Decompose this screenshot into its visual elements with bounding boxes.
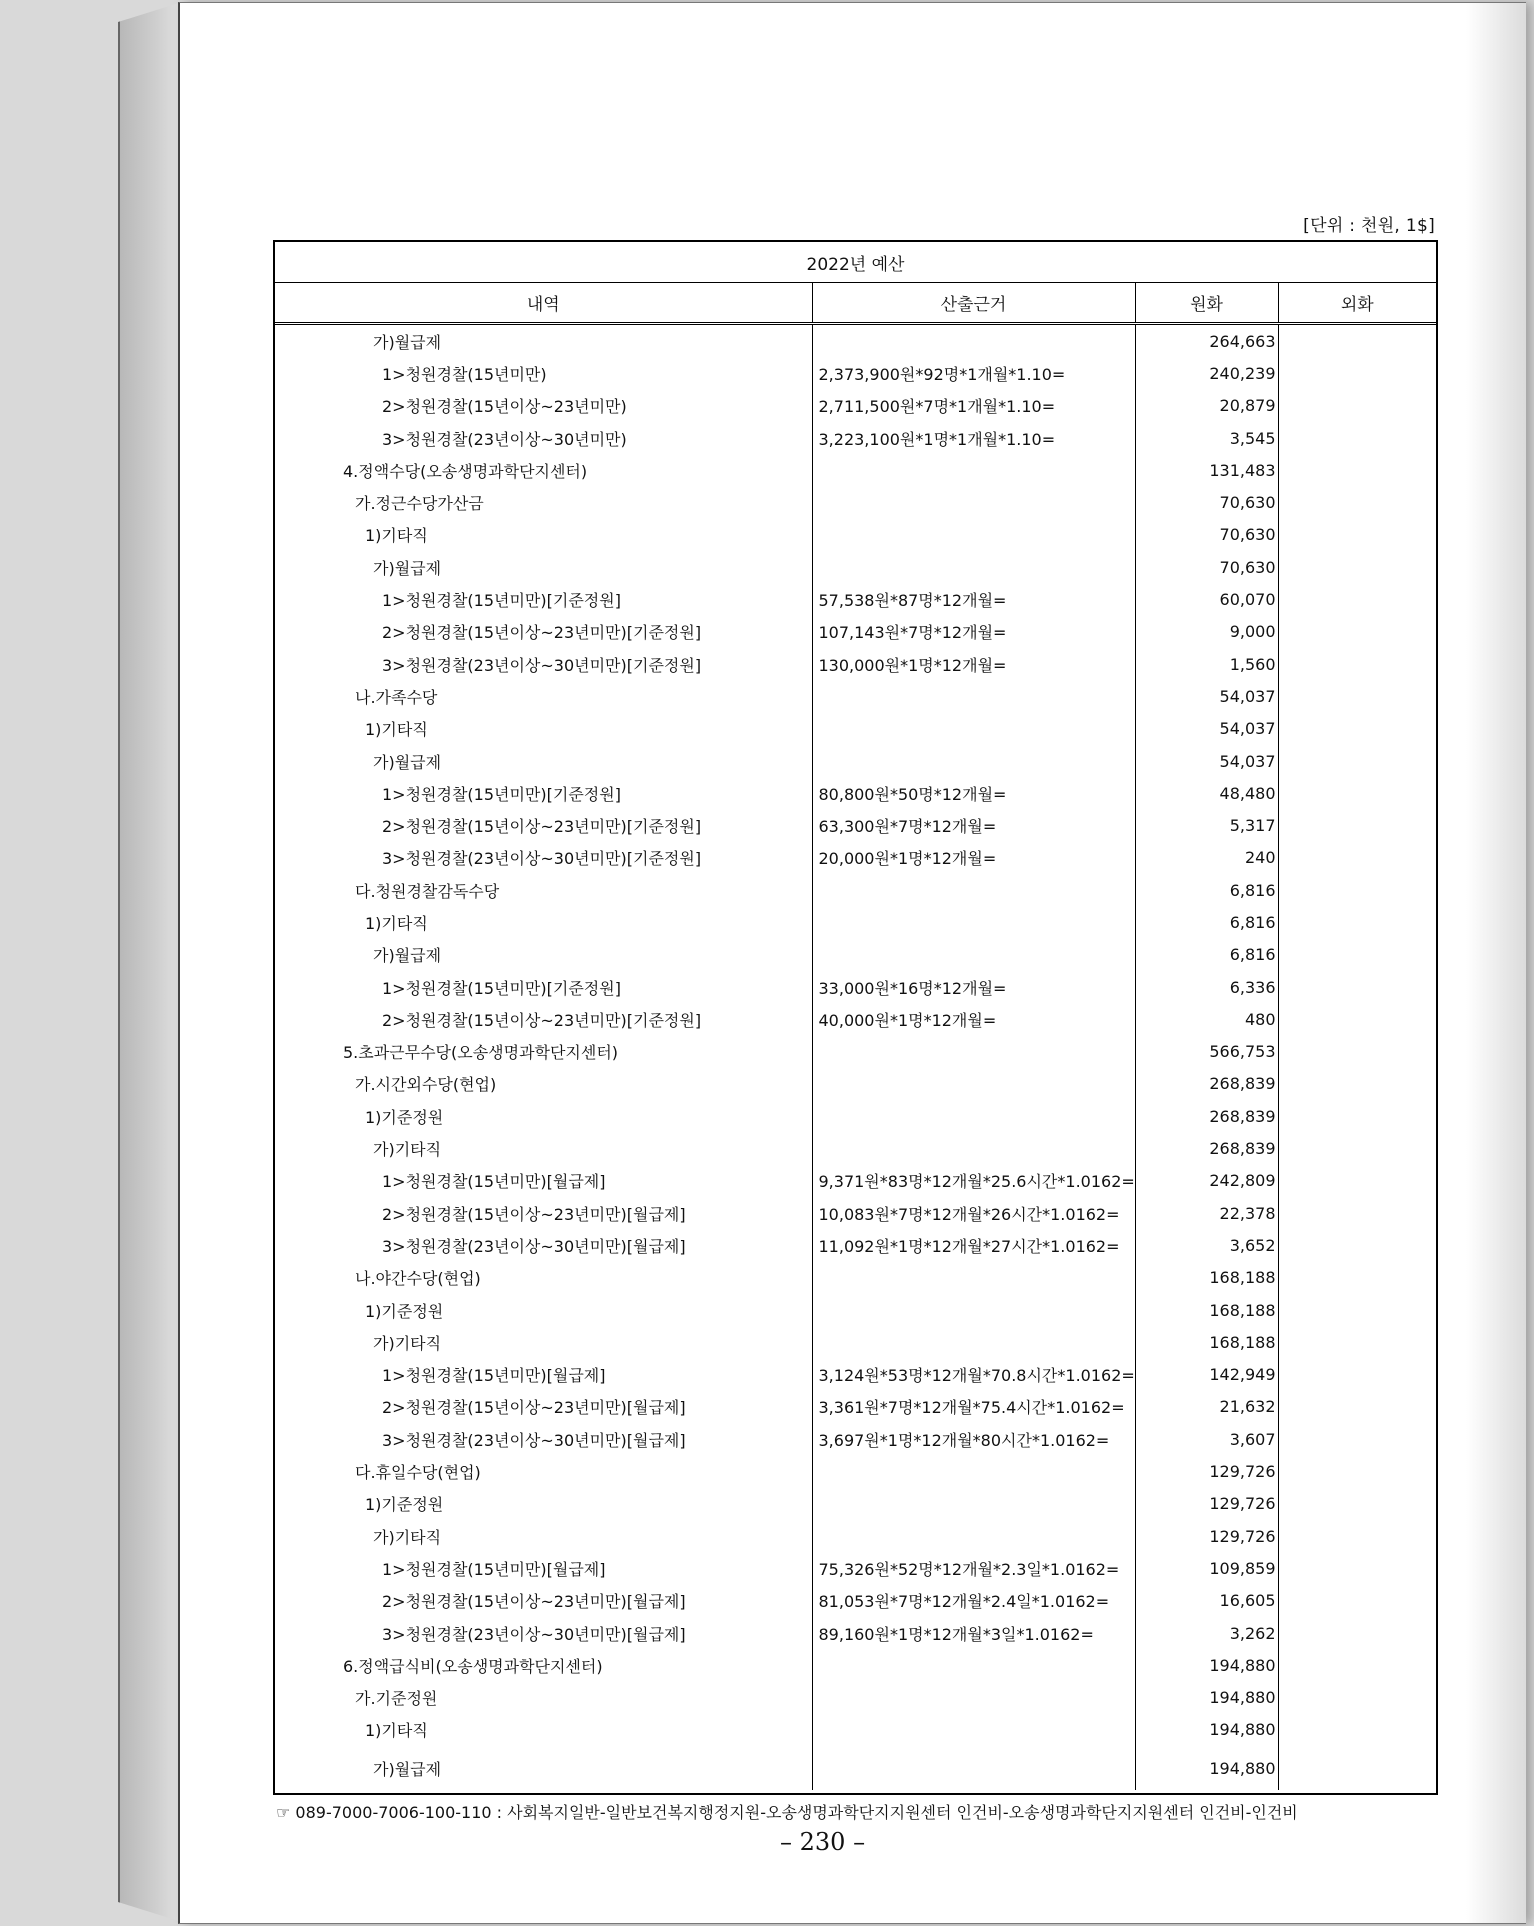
table-row (275, 1520, 1436, 1552)
row-krw-amount: 168,188 (1135, 1262, 1278, 1294)
row-description: 가)월급제 (373, 332, 442, 352)
row-krw-amount: 268,839 (1135, 1068, 1278, 1100)
row-krw-amount: 129,726 (1135, 1520, 1278, 1552)
row-foreign-amount (1278, 1714, 1436, 1746)
row-basis (812, 874, 1135, 906)
row-krw-amount: 3,652 (1135, 1229, 1278, 1261)
row-krw-amount: 142,949 (1135, 1359, 1278, 1391)
row-krw-amount: 480 (1135, 1003, 1278, 1035)
row-basis (812, 939, 1135, 971)
table-row (275, 1585, 1436, 1617)
row-description: 1>청원경찰(15년미만)[기준정원] (382, 978, 621, 998)
row-basis (812, 324, 1135, 358)
table-row (275, 551, 1436, 583)
row-foreign-amount (1278, 1552, 1436, 1584)
table-row (275, 1455, 1436, 1487)
row-foreign-amount (1278, 551, 1436, 583)
table-row (275, 1229, 1436, 1261)
table-row (275, 842, 1436, 874)
row-krw-amount: 240 (1135, 842, 1278, 874)
table-row (275, 1359, 1436, 1391)
row-basis (812, 1132, 1135, 1164)
row-krw-amount: 22,378 (1135, 1197, 1278, 1229)
table-row (275, 1391, 1436, 1423)
row-description: 5.초과근무수당(오송생명과학단지센터) (343, 1043, 619, 1063)
row-description: 1)기준정원 (365, 1495, 444, 1515)
table-row (275, 486, 1436, 518)
row-krw-amount: 264,663 (1135, 324, 1278, 358)
row-description: 나.야간수당(현업) (355, 1269, 481, 1289)
row-basis: 3,697원*1명*12개월*80시간*1.0162= (812, 1423, 1135, 1455)
row-krw-amount: 9,000 (1135, 616, 1278, 648)
row-foreign-amount (1278, 939, 1436, 971)
row-description: 1)기타직 (365, 1721, 428, 1741)
page-edge-shading (1466, 3, 1526, 1923)
table-row (275, 648, 1436, 680)
table-row (275, 519, 1436, 551)
row-description: 1>청원경찰(15년미만)[월급제] (382, 1172, 606, 1192)
row-description: 1)기타직 (365, 720, 428, 740)
row-basis (812, 1649, 1135, 1681)
table-row (275, 1681, 1436, 1713)
row-description: 가)월급제 (373, 946, 442, 966)
row-foreign-amount (1278, 1197, 1436, 1229)
table-row (275, 324, 1436, 358)
row-basis: 2,711,500원*7명*1개월*1.10= (812, 390, 1135, 422)
row-description: 1>청원경찰(15년미만)[기준정원] (382, 591, 621, 611)
row-foreign-amount (1278, 713, 1436, 745)
table-row (275, 745, 1436, 777)
row-krw-amount: 70,630 (1135, 551, 1278, 583)
row-foreign-amount (1278, 486, 1436, 518)
row-foreign-amount (1278, 1391, 1436, 1423)
row-foreign-amount (1278, 1068, 1436, 1100)
row-krw-amount: 194,880 (1135, 1746, 1278, 1790)
row-foreign-amount (1278, 971, 1436, 1003)
row-description: 4.정액수당(오송생명과학단지센터) (343, 461, 588, 481)
table-row (275, 939, 1436, 971)
column-header-krw: 원화 (1135, 283, 1278, 324)
row-krw-amount: 3,607 (1135, 1423, 1278, 1455)
table-row (275, 1100, 1436, 1132)
row-krw-amount: 3,545 (1135, 422, 1278, 454)
row-basis (812, 486, 1135, 518)
row-basis: 81,053원*7명*12개월*2.4일*1.0162= (812, 1585, 1135, 1617)
row-basis: 9,371원*83명*12개월*25.6시간*1.0162= (812, 1165, 1135, 1197)
row-basis (812, 551, 1135, 583)
row-foreign-amount (1278, 1585, 1436, 1617)
row-foreign-amount (1278, 809, 1436, 841)
row-basis: 3,361원*7명*12개월*75.4시간*1.0162= (812, 1391, 1135, 1423)
row-foreign-amount (1278, 422, 1436, 454)
row-krw-amount: 6,816 (1135, 939, 1278, 971)
row-basis: 57,538원*87명*12개월= (812, 583, 1135, 615)
row-basis: 75,326원*52명*12개월*2.3일*1.0162= (812, 1552, 1135, 1584)
table-row (275, 971, 1436, 1003)
row-krw-amount: 194,880 (1135, 1714, 1278, 1746)
table-row (275, 1294, 1436, 1326)
row-basis (812, 1262, 1135, 1294)
table-row (275, 422, 1436, 454)
row-krw-amount: 5,317 (1135, 809, 1278, 841)
row-description: 가)기타직 (373, 1527, 442, 1547)
row-description: 2>청원경찰(15년이상~23년미만)[기준정원] (382, 817, 702, 837)
table-row (275, 1714, 1436, 1746)
table-row (275, 1165, 1436, 1197)
row-description: 2>청원경찰(15년이상~23년미만)[월급제] (382, 1204, 686, 1224)
row-basis (812, 713, 1135, 745)
row-description: 1)기준정원 (365, 1107, 444, 1127)
row-krw-amount: 20,879 (1135, 390, 1278, 422)
row-description: 가.시간외수당(현업) (355, 1075, 497, 1095)
row-krw-amount: 16,605 (1135, 1585, 1278, 1617)
table-row (275, 1262, 1436, 1294)
table-row (275, 1617, 1436, 1649)
row-foreign-amount (1278, 324, 1436, 358)
row-krw-amount: 268,839 (1135, 1132, 1278, 1164)
row-krw-amount: 129,726 (1135, 1455, 1278, 1487)
row-krw-amount: 21,632 (1135, 1391, 1278, 1423)
row-krw-amount: 3,262 (1135, 1617, 1278, 1649)
row-foreign-amount (1278, 1326, 1436, 1358)
row-krw-amount: 242,809 (1135, 1165, 1278, 1197)
row-krw-amount: 70,630 (1135, 486, 1278, 518)
table-row (275, 1068, 1436, 1100)
table-row (275, 616, 1436, 648)
row-description: 2>청원경찰(15년이상~23년미만)[기준정원] (382, 623, 702, 643)
row-basis (812, 680, 1135, 712)
table-row (275, 809, 1436, 841)
row-foreign-amount (1278, 1229, 1436, 1261)
row-description: 1>청원경찰(15년미만)[월급제] (382, 1366, 606, 1386)
row-description: 2>청원경찰(15년이상~23년미만)[월급제] (382, 1398, 686, 1418)
row-basis (812, 519, 1135, 551)
row-foreign-amount (1278, 1294, 1436, 1326)
row-foreign-amount (1278, 1003, 1436, 1035)
row-foreign-amount (1278, 1100, 1436, 1132)
row-description: 가)기타직 (373, 1140, 442, 1160)
row-basis: 40,000원*1명*12개월= (812, 1003, 1135, 1035)
row-foreign-amount (1278, 1262, 1436, 1294)
row-basis (812, 1036, 1135, 1068)
row-krw-amount: 48,480 (1135, 777, 1278, 809)
row-foreign-amount (1278, 745, 1436, 777)
row-foreign-amount (1278, 680, 1436, 712)
row-foreign-amount (1278, 1746, 1436, 1790)
row-krw-amount: 566,753 (1135, 1036, 1278, 1068)
table-row (275, 1552, 1436, 1584)
row-foreign-amount (1278, 1649, 1436, 1681)
row-basis: 80,800원*50명*12개월= (812, 777, 1135, 809)
row-foreign-amount (1278, 1681, 1436, 1713)
row-foreign-amount (1278, 519, 1436, 551)
table-row (275, 777, 1436, 809)
row-foreign-amount (1278, 1359, 1436, 1391)
row-foreign-amount (1278, 390, 1436, 422)
row-basis: 89,160원*1명*12개월*3일*1.0162= (812, 1617, 1135, 1649)
row-description: 가)기타직 (373, 1333, 442, 1353)
table-body (275, 324, 1436, 1791)
row-foreign-amount (1278, 1455, 1436, 1487)
row-krw-amount: 54,037 (1135, 680, 1278, 712)
table-row (275, 1649, 1436, 1681)
row-krw-amount: 168,188 (1135, 1326, 1278, 1358)
row-basis: 20,000원*1명*12개월= (812, 842, 1135, 874)
row-description: 가.정근수당가산금 (355, 494, 484, 514)
row-foreign-amount (1278, 874, 1436, 906)
row-basis (812, 1488, 1135, 1520)
table-row (275, 1197, 1436, 1229)
row-krw-amount: 109,859 (1135, 1552, 1278, 1584)
row-foreign-amount (1278, 906, 1436, 938)
budget-table-frame (273, 240, 1438, 1795)
table-row (275, 357, 1436, 389)
row-basis (812, 1520, 1135, 1552)
table-row (275, 713, 1436, 745)
table-row (275, 583, 1436, 615)
row-foreign-amount (1278, 1488, 1436, 1520)
row-krw-amount: 129,726 (1135, 1488, 1278, 1520)
row-basis (812, 1714, 1135, 1746)
row-description: 3>청원경찰(23년이상~30년미만)[기준정원] (382, 655, 702, 675)
row-description: 나.가족수당 (355, 687, 438, 707)
row-krw-amount: 70,630 (1135, 519, 1278, 551)
row-description: 3>청원경찰(23년이상~30년미만)[월급제] (382, 1430, 686, 1450)
row-description: 가)월급제 (373, 1759, 442, 1779)
table-row (275, 874, 1436, 906)
row-foreign-amount (1278, 777, 1436, 809)
row-krw-amount: 194,880 (1135, 1681, 1278, 1713)
row-description: 3>청원경찰(23년이상~30년미만)[월급제] (382, 1624, 686, 1644)
row-description: 1>청원경찰(15년미만) (382, 364, 547, 384)
row-description: 다.휴일수당(현업) (355, 1463, 481, 1483)
row-foreign-amount (1278, 1520, 1436, 1552)
row-description: 1)기타직 (365, 913, 428, 933)
row-description: 2>청원경찰(15년이상~23년미만)[기준정원] (382, 1010, 702, 1030)
table-top-header: 2022년 예산 (275, 242, 1436, 283)
row-basis: 10,083원*7명*12개월*26시간*1.0162= (812, 1197, 1135, 1229)
row-description: 가)월급제 (373, 558, 442, 578)
row-basis: 130,000원*1명*12개월= (812, 648, 1135, 680)
row-basis: 3,223,100원*1명*1개월*1.10= (812, 422, 1135, 454)
row-description: 3>청원경찰(23년이상~30년미만)[월급제] (382, 1236, 686, 1256)
row-foreign-amount (1278, 1423, 1436, 1455)
unit-label: [단위 : 천원, 1$] (1303, 216, 1435, 236)
row-basis (812, 745, 1135, 777)
row-foreign-amount (1278, 357, 1436, 389)
row-description: 1>청원경찰(15년미만)[월급제] (382, 1559, 606, 1579)
row-krw-amount: 6,816 (1135, 874, 1278, 906)
table-row (275, 906, 1436, 938)
row-basis (812, 1068, 1135, 1100)
row-foreign-amount (1278, 1132, 1436, 1164)
row-basis (812, 1455, 1135, 1487)
row-foreign-amount (1278, 648, 1436, 680)
row-krw-amount: 1,560 (1135, 648, 1278, 680)
row-description: 1)기준정원 (365, 1301, 444, 1321)
row-description: 1>청원경찰(15년미만)[기준정원] (382, 784, 621, 804)
table-row (275, 1003, 1436, 1035)
row-foreign-amount (1278, 1165, 1436, 1197)
row-basis (812, 906, 1135, 938)
row-krw-amount: 6,336 (1135, 971, 1278, 1003)
row-basis (812, 1100, 1135, 1132)
row-krw-amount: 54,037 (1135, 745, 1278, 777)
table-row (275, 1036, 1436, 1068)
row-foreign-amount (1278, 842, 1436, 874)
row-basis: 3,124원*53명*12개월*70.8시간*1.0162= (812, 1359, 1135, 1391)
row-krw-amount: 268,839 (1135, 1100, 1278, 1132)
table-row (275, 1132, 1436, 1164)
row-foreign-amount (1278, 616, 1436, 648)
row-basis (812, 1294, 1135, 1326)
row-krw-amount: 131,483 (1135, 454, 1278, 486)
column-header-foreign: 외화 (1278, 283, 1436, 324)
row-krw-amount: 240,239 (1135, 357, 1278, 389)
row-description: 3>청원경찰(23년이상~30년미만)[기준정원] (382, 849, 702, 869)
table-row (275, 1423, 1436, 1455)
column-header-description: 내역 (275, 283, 812, 324)
row-krw-amount: 60,070 (1135, 583, 1278, 615)
row-description: 가)월급제 (373, 752, 442, 772)
table-row (275, 1746, 1436, 1790)
row-foreign-amount (1278, 583, 1436, 615)
row-description: 2>청원경찰(15년이상~23년미만) (382, 397, 627, 417)
row-basis (812, 1681, 1135, 1713)
table-row (275, 1326, 1436, 1358)
row-krw-amount: 54,037 (1135, 713, 1278, 745)
table-row (275, 1488, 1436, 1520)
book-spine-edge (118, 2, 182, 1922)
row-description: 1)기타직 (365, 526, 428, 546)
row-basis (812, 1326, 1135, 1358)
column-header-basis: 산출근거 (812, 283, 1135, 324)
row-basis: 107,143원*7명*12개월= (812, 616, 1135, 648)
table-row (275, 454, 1436, 486)
row-krw-amount: 194,880 (1135, 1649, 1278, 1681)
row-foreign-amount (1278, 1036, 1436, 1068)
row-basis: 63,300원*7명*12개월= (812, 809, 1135, 841)
row-description: 6.정액급식비(오송생명과학단지센터) (343, 1656, 603, 1676)
page-number: – 230 – (780, 1828, 866, 1856)
account-footnote: ☞ 089-7000-7006-100-110 : 사회복지일반-일반보건복지행정지원-오송생명과학단지지원센터 인건비-오송생명과학단지지원센터 인건비-인건비 (276, 1803, 1298, 1822)
row-basis: 11,092원*1명*12개월*27시간*1.0162= (812, 1229, 1135, 1261)
row-basis: 2,373,900원*92명*1개월*1.10= (812, 357, 1135, 389)
table-row (275, 390, 1436, 422)
table-row (275, 680, 1436, 712)
row-krw-amount: 168,188 (1135, 1294, 1278, 1326)
row-krw-amount: 6,816 (1135, 906, 1278, 938)
row-description: 가.기준정원 (355, 1689, 438, 1709)
row-basis (812, 1746, 1135, 1790)
row-basis: 33,000원*16명*12개월= (812, 971, 1135, 1003)
row-description: 3>청원경찰(23년이상~30년미만) (382, 429, 627, 449)
row-description: 다.청원경찰감독수당 (355, 881, 500, 901)
budget-table (275, 242, 1436, 1790)
row-basis (812, 454, 1135, 486)
row-foreign-amount (1278, 454, 1436, 486)
row-description: 2>청원경찰(15년이상~23년미만)[월급제] (382, 1592, 686, 1612)
row-foreign-amount (1278, 1617, 1436, 1649)
